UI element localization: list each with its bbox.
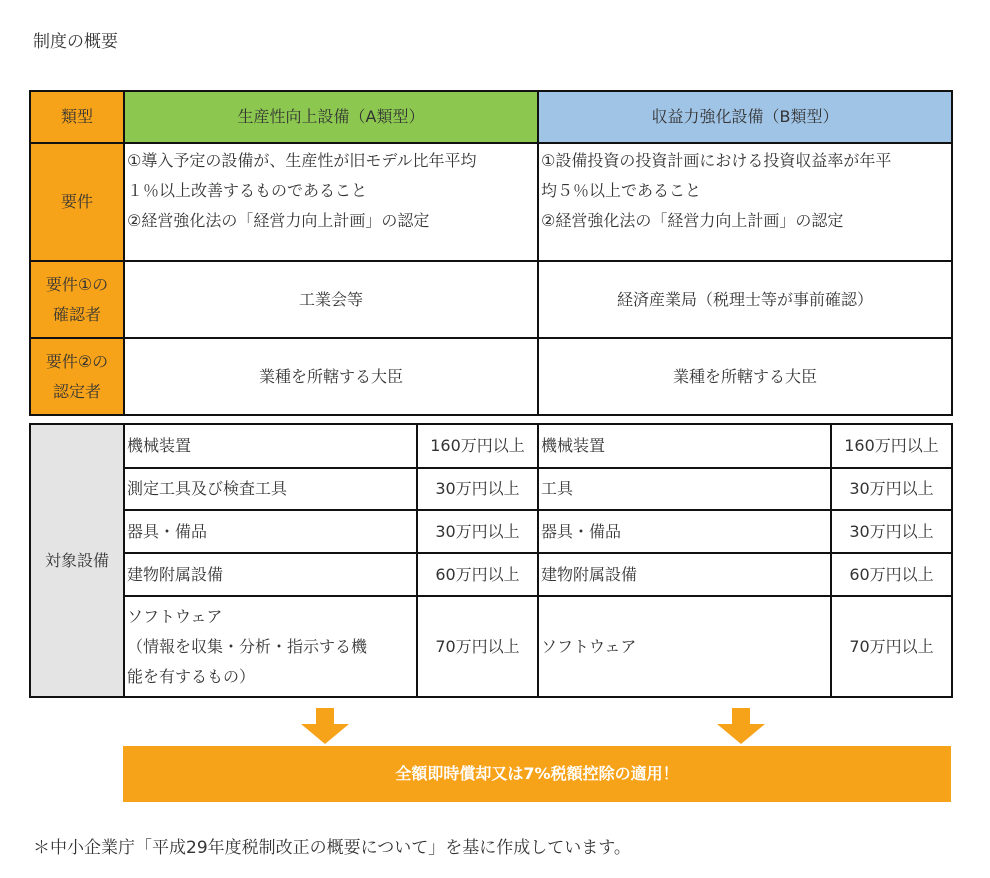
- software-line: ソフトウェア: [127, 606, 223, 626]
- type-a-equipment-amount: 30万円以上: [417, 468, 538, 510]
- type-a-equipment-amount: 70万円以上: [417, 596, 538, 697]
- type-a-requirements: [124, 143, 538, 261]
- type-a-equipment-amount: 30万円以上: [417, 510, 538, 553]
- software-line: （情報を収集・分析・指示する機: [127, 636, 368, 656]
- certifier-label: [30, 338, 124, 415]
- equipment-table: [29, 423, 953, 698]
- type-a-equipment-item: 測定工具及び検査工具: [124, 468, 417, 510]
- type-b-equipment-item: 機械装置: [538, 424, 831, 468]
- type-a-equipment-item: 建物附属設備: [124, 553, 417, 596]
- type-b-equipment-item: 建物附属設備: [538, 553, 831, 596]
- certifier-label-line: 認定者: [52, 381, 101, 401]
- type-b-equipment-amount: 60万円以上: [831, 553, 952, 596]
- type-b-equipment-amount: 30万円以上: [831, 468, 952, 510]
- header-row: [30, 91, 952, 143]
- software-line: 能を有するもの）: [127, 666, 256, 686]
- type-b-equipment-item: 工具: [538, 468, 831, 510]
- equipment-row: [30, 424, 952, 468]
- type-a-equipment-amount: 60万円以上: [417, 553, 538, 596]
- equipment-row: [30, 468, 952, 510]
- footnote: ＊中小企業庁「平成29年度税制改正の概要について」を基に作成しています。: [33, 838, 631, 858]
- type-b-requirement-line: ①設備投資の投資計画における投資収益率が年平: [541, 151, 892, 170]
- type-b-requirement-line: 均５％以上であること: [541, 181, 702, 200]
- type-a-equipment-item: 機械装置: [124, 424, 417, 468]
- type-b-equipment-amount: 70万円以上: [831, 596, 952, 697]
- confirmer-row: [30, 261, 952, 338]
- type-b-equipment-amount: 160万円以上: [831, 424, 952, 468]
- type-a-header: 生産性向上設備（A類型）: [124, 91, 538, 143]
- type-b-header: 収益力強化設備（B類型）: [538, 91, 952, 143]
- equipment-row: [30, 596, 952, 697]
- requirements-label: 要件: [30, 143, 124, 261]
- type-a-equipment-item: [124, 596, 417, 697]
- page-title: 制度の概要: [33, 32, 118, 52]
- equipment-row: [30, 553, 952, 596]
- equipment-label: 対象設備: [30, 424, 124, 697]
- equipment-row: [30, 510, 952, 553]
- type-a-requirement-line: ①導入予定の設備が、生産性が旧モデル比年平均: [127, 151, 477, 170]
- overview-table: [29, 90, 953, 416]
- confirmer-label-line: 要件①の: [45, 274, 109, 294]
- type-b-certifier: 業種を所轄する大臣: [538, 338, 952, 415]
- confirmer-label-line: 確認者: [52, 304, 101, 324]
- type-a-equipment-amount: 160万円以上: [417, 424, 538, 468]
- type-a-certifier: 業種を所轄する大臣: [124, 338, 538, 415]
- type-b-equipment-item: 器具・備品: [538, 510, 831, 553]
- certifier-row: [30, 338, 952, 415]
- result-banner: 全額即時償却又は7%税額控除の適用！: [123, 746, 951, 802]
- confirmer-label: [30, 261, 124, 338]
- type-a-confirmer: 工業会等: [124, 261, 538, 338]
- type-a-requirement-line: １％以上改善するものであること: [127, 181, 368, 200]
- type-label-cell: 類型: [30, 91, 124, 143]
- type-b-confirmer: 経済産業局（税理士等が事前確認）: [538, 261, 952, 338]
- certifier-label-line: 要件②の: [45, 351, 109, 371]
- requirements-row: [30, 143, 952, 261]
- type-b-requirements: [538, 143, 952, 261]
- type-a-equipment-item: 器具・備品: [124, 510, 417, 553]
- type-a-requirement-line: ②経営強化法の「経営力向上計画」の認定: [127, 211, 430, 230]
- type-b-requirement-line: ②経営強化法の「経営力向上計画」の認定: [541, 211, 844, 230]
- type-b-equipment-item: ソフトウェア: [538, 596, 831, 697]
- type-b-equipment-amount: 30万円以上: [831, 510, 952, 553]
